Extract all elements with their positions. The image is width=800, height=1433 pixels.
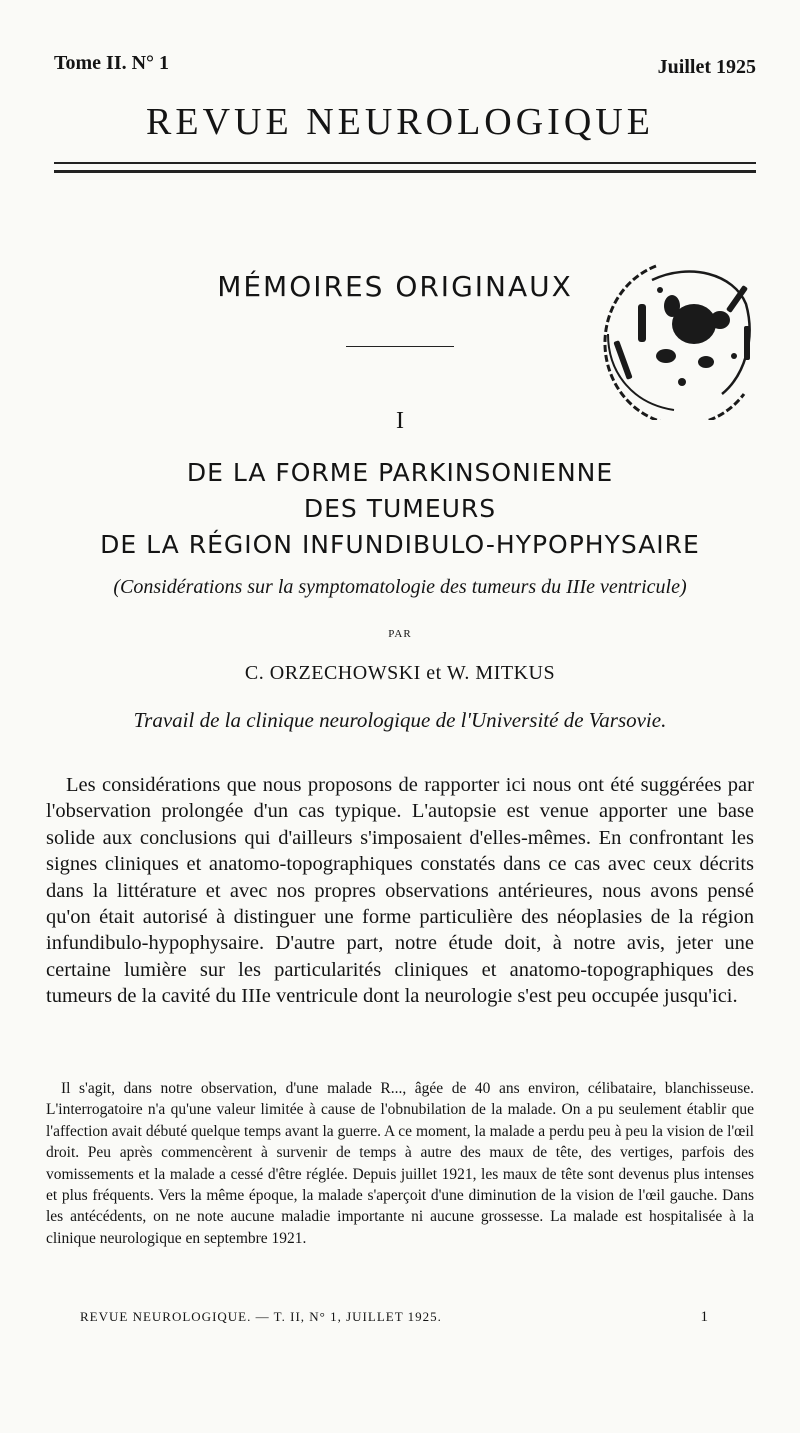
header-rule-thick (54, 170, 756, 173)
article-title-line-2: DES TUMEURS (303, 494, 497, 523)
by-label: PAR (388, 628, 412, 640)
section-divider (346, 346, 454, 347)
article-subtitle: (Considérations sur la symptomatologie des tumeurs du IIIe ventricule) (113, 576, 687, 598)
page-number: 1 (700, 1309, 708, 1325)
body-paragraph-2: Il s'agit, dans notre observation, d'une malade R..., âgée de 40 ans environ, célibataire, blanchisseuse. L'interrogatoire n'a qu'une valeur limitée à cause de l'obnubilation de la malade. On a pu seulement établir que l'affection avait débuté quelque temps avant la guerre. A ce moment, la malade a perdu peu à peu la vision de l'œil droit. Peu après commencèrent à survenir de temps à autre des maux de tête, des vertiges, parfois des vomissements et la malade a cessé d'être réglée. Depuis juillet 1921, les maux de tête sont devenus plus intenses et plus fréquents. Vers la même époque, la malade s'aperçoit d'une diminution de la vision de l'œil gauche. Dans les antécédents, on ne note aucune maladie importante ni aucune grossesse. La malade est hospitalisée à la clinique neurologique en septembre 1921. (46, 1080, 754, 1247)
header-rule-thin (54, 162, 756, 164)
section-heading: MÉMOIRES ORIGINAUX (217, 270, 573, 303)
article-title-line-1: DE LA FORME PARKINSONIENNE (186, 458, 614, 487)
issue-date: Juillet 1925 (657, 56, 756, 78)
article-number: I (396, 408, 404, 434)
volume-number: Tome II. N° 1 (54, 52, 170, 74)
body-paragraph-1: Les considérations que nous proposons de rapporter ici nous ont été suggérées par l'observation prolongée d'un cas typique. L'autopsie est venue apporter une base solide aux conclusions qui d'ailleurs s'imposaient d'elles-mêmes. En confrontant les signes cliniques et anatomo-topographiques constatés dans ce cas avec ceux décrits dans la littérature et avec nos propres observations antérieures, nous avons pensé qu'on était autorisé à distinguer une forme particulière des néoplasies de la région infundibulo-hypophysaire. D'autre part, notre étude doit, à notre avis, jeter une certaine lumière sur les particularités cliniques et anatomo-topographiques des tumeurs de la cavité du IIIe ventricule dont la neurologie s'est peu occupée jusqu'ici. (46, 774, 754, 1008)
library-stamp-icon (594, 244, 764, 420)
affiliation: Travail de la clinique neurologique de l'Université de Varsovie. (133, 708, 667, 732)
journal-title: REVUE NEUROLOGIQUE (146, 101, 654, 143)
authors: C. ORZECHOWSKI et W. MITKUS (244, 662, 556, 684)
running-footer: REVUE NEUROLOGIQUE. — T. II, N° 1, JUILLET 1925. (80, 1309, 442, 1324)
article-title-line-3: DE LA RÉGION INFUNDIBULO-HYPOPHYSAIRE (100, 530, 700, 559)
